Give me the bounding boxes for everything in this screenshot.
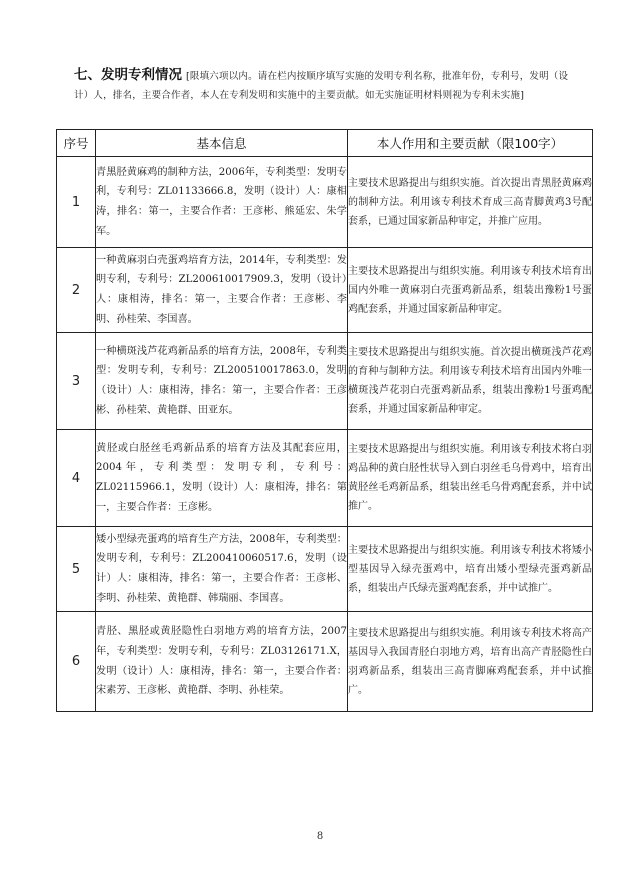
row-contribution: 主要技术思路提出与组织实施。利用该专利技术将矮小型基因导入绿壳蛋鸡中，培育出矮小型绿壳蛋鸡新品系，组装出卢氏绿壳蛋鸡配套系，并中试推广。 (348, 527, 593, 612)
row-contribution: 主要技术思路提出与组织实施。首次提出横斑浅芦花鸡的育种与制种方法。利用该专利技术培育出国内外唯一横斑浅芦花羽白壳蛋鸡新品系，组装出豫粉1号蛋鸡配套系，并通过国家新品种审定。 (348, 333, 593, 430)
table-row (57, 612, 593, 712)
table-row (57, 157, 593, 248)
table-row (57, 333, 593, 430)
patent-table (56, 129, 593, 712)
row-index: 1 (57, 157, 96, 248)
section-header (74, 66, 582, 105)
header-index: 序号 (57, 130, 96, 157)
row-index: 2 (57, 248, 96, 333)
table-row (57, 248, 593, 333)
header-basic-info: 基本信息 (96, 130, 348, 157)
row-basic-info: 矮小型绿壳蛋鸡的培育生产方法，2008年，专利类型：发明专利，专利号：ZL200410060517.6，发明（设计）人：康相涛，排名：第一，主要合作者：王彦彬、李明、孙桂荣、黄艳群、韩瑞丽、李国喜。 (96, 527, 348, 612)
section-title: 七、发明专利情况 (74, 67, 182, 83)
row-index: 5 (57, 527, 96, 612)
page-number: 8 (316, 831, 324, 842)
header-contribution: 本人作用和主要贡献（限100字） (348, 130, 593, 157)
row-basic-info: 黄胫或白胫丝毛鸡新品系的培育方法及其配套应用，2004年，专利类型：发明专利，专利号：ZL02115966.1，发明（设计）人：康相涛，排名：第一，主要合作者：王彦彬。 (96, 430, 348, 527)
row-contribution: 主要技术思路提出与组织实施。利用该专利技术培育出国内外唯一黄麻羽白壳蛋鸡新品系，组装出豫粉1号蛋鸡配套系，并通过国家新品种审定。 (348, 248, 593, 333)
row-index: 4 (57, 430, 96, 527)
table-row (57, 527, 593, 612)
row-contribution: 主要技术思路提出与组织实施。利用该专利技术将白羽鸡品种的黄白胫性状导入到白羽丝毛乌骨鸡中，培育出黄胫丝毛鸡新品系，组装出丝毛乌骨鸡配套系，并中试推广。 (348, 430, 593, 527)
row-basic-info: 青胫、黑胫或黄胫隐性白羽地方鸡的培育方法，2007年，专利类型：发明专利，专利号：ZL03126171.X，发明（设计）人：康相涛，排名：第一，主要合作者：宋素芳、王彦彬、黄艳群、李明、孙桂荣。 (96, 612, 348, 712)
row-contribution: 主要技术思路提出与组织实施。首次提出青黑胫黄麻鸡的制种方法。利用该专利技术育成三高青脚黄鸡3号配套系，已通过国家新品种审定，并推广应用。 (348, 157, 593, 248)
section-instruction: [限填六项以内。请在栏内按顺序填写实施的发明专利名称，批准年份，专利号，发明（设计）人，排名，主要合作者，本人在专利发明和实施中的主要贡献。如无实施证明材料则视为专利未实施] (74, 71, 569, 101)
row-basic-info: 青黑胫黄麻鸡的制种方法，2006年，专利类型：发明专利，专利号：ZL01133666.8，发明（设计）人：康相涛，排名：第一，主要合作者：王彦彬、熊延宏、朱学军。 (96, 157, 348, 248)
row-basic-info: 一种横斑浅芦花鸡新品系的培育方法，2008年，专利类型：发明专利，专利号：ZL200510017863.0，发明（设计）人：康相涛，排名：第一，主要合作者：王彦彬、孙桂荣、黄艳群、田亚东。 (96, 333, 348, 430)
row-contribution: 主要技术思路提出与组织实施。利用该专利技术将高产基因导入我国青胫白羽地方鸡，培育出高产青胫隐性白羽鸡新品系，组装出三高青脚麻鸡配套系，并中试推广。 (348, 612, 593, 712)
table-row (57, 430, 593, 527)
row-index: 6 (57, 612, 96, 712)
row-index: 3 (57, 333, 96, 430)
table-header-row (57, 130, 593, 157)
row-basic-info: 一种黄麻羽白壳蛋鸡培育方法，2014年，专利类型：发明专利，专利号：ZL200610017909.3，发明（设计）人：康相涛，排名：第一，主要合作者：王彦彬、李明、孙桂荣、李国喜。 (96, 248, 348, 333)
